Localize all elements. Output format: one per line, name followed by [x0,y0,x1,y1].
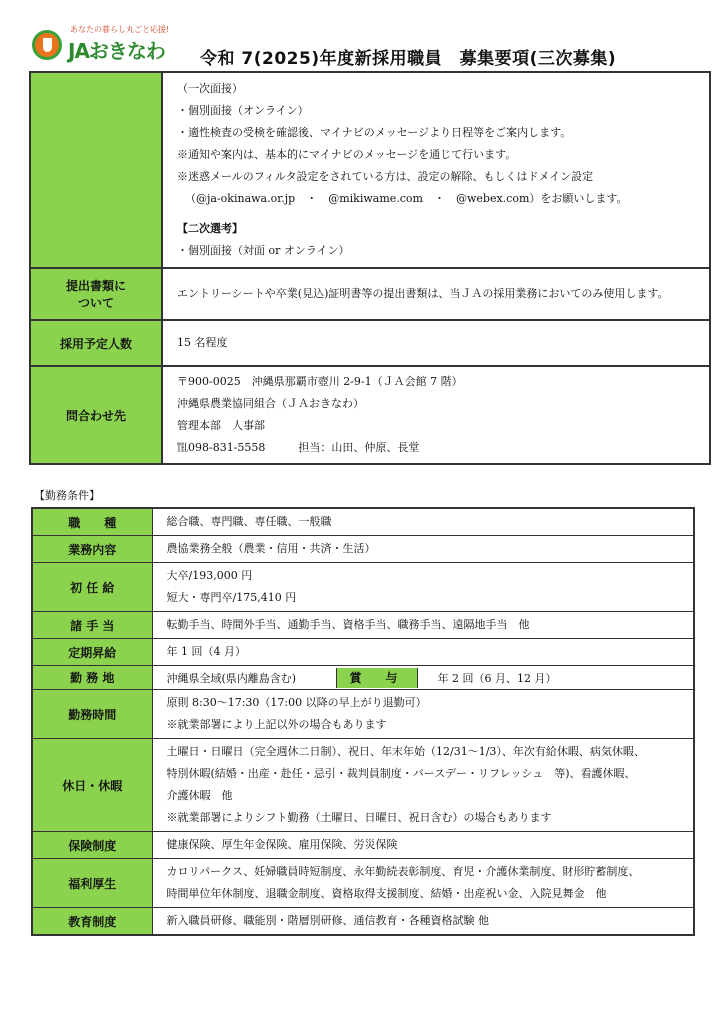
selection-line: （一次面接） [177,82,243,95]
conditions-heading: 【勤務条件】 [34,489,100,502]
salary-label: 初 任 給 [32,563,152,612]
hours-label: 勤務時間 [32,690,152,739]
welfare-row [32,859,694,908]
bonus-value: 年 2 回（6 月、12 月） [437,671,557,685]
documents-label-line: ついて [77,296,114,310]
location-row [32,666,694,690]
allowances-label: 諸 手 当 [32,612,152,639]
selection-line: ※迷惑メールのフィルタ設定をされている方は、設定の解除、もしくはドメイン設定 [177,170,594,183]
contact-line: 〒900-0025 沖縄県那覇市壺川 2-9-1（ＪＡ会館 7 階） [177,375,463,388]
location-value: 沖縄県全域(県内離島含む) [153,668,337,688]
raise-label: 定期昇給 [32,639,152,666]
planned-hires-label: 採用予定人数 [30,320,162,366]
second-selection-line: ・個別面接（対面 or オンライン） [177,244,350,257]
duties-label: 業務内容 [32,536,152,563]
spacer [177,210,695,218]
contact-line: ℡098-831-5558 担当：山田、仲原、長堂 [177,441,420,454]
job-type-row [32,508,694,536]
insurance-value: 健康保険、厚生年金保険、雇用保険、労災保険 [152,832,694,859]
hours-row [32,690,694,739]
welfare-value [152,859,694,908]
contact-label: 問合わせ先 [30,366,162,464]
salary-line: 大卒/193,000 円 [166,569,253,582]
selection-label-cell [30,72,162,268]
location-bonus-cell [152,666,694,690]
logo-tagline: あなたの暮らし丸ごと応援! [70,25,170,34]
contact-row [30,366,710,464]
salary-value [152,563,694,612]
documents-label-line: 提出書類に [65,279,126,293]
allowances-value: 転勤手当、時間外手当、通勤手当、資格手当、職務手当、遠隔地手当 他 [152,612,694,639]
training-label: 教育制度 [32,908,152,936]
selection-line: ・適性検査の受検を確認後、マイナビのメッセージより日程等をご案内します。 [177,126,572,139]
holidays-row [32,739,694,832]
selection-line: （@ja-okinawa.or.jp ・ @mikiwame.com ・ @webex.com）をお願いします。 [185,192,628,205]
holidays-label: 休日・休暇 [32,739,152,832]
training-row [32,908,694,936]
ja-logo-mark-icon [32,30,62,60]
insurance-label: 保険制度 [32,832,152,859]
document-title: 令和 7(2025)年度新採用職員 募集要項(三次募集) [200,49,617,69]
welfare-line: カロリパークス、妊婦職員時短制度、永年勤続表彰制度、育児・介護休業制度、財形貯蓄制度、 [166,865,640,878]
planned-hires-value: 15 名程度 [162,320,710,366]
hours-line: 原則 8:30～17:30（17:00 以降の早上がり退勤可） [166,696,427,709]
selection-row [30,72,710,268]
job-type-value: 総合職、専門職、専任職、一般職 [152,508,694,536]
bonus-label: 賞 与 [337,668,418,688]
holidays-line: ※就業部署によりシフト勤務（土曜日、日曜日、祝日含む）の場合もあります [166,811,552,824]
documents-value: エントリーシートや卒業(見込)証明書等の提出書類は、当ＪＡの採用業務においてのみ使用します。 [162,268,710,320]
holidays-line: 土曜日・日曜日（完全週休二日制）、祝日、年末年始（12/31～1/3）、年次有給休暇、病気休暇、 [166,745,645,758]
training-value: 新入職員研修、職能別・階層別研修、通信教育・各種資格試験 他 [152,908,694,936]
allowances-row [32,612,694,639]
hours-line: ※就業部署により上記以外の場合もあります [166,718,387,731]
recruitment-info-table [29,71,711,465]
raise-row [32,639,694,666]
documents-label [30,268,162,320]
contact-line: 沖縄県農業協同組合（ＪＡおきなわ） [177,397,364,410]
insurance-row [32,832,694,859]
ja-okinawa-logo [30,24,190,64]
salary-line: 短大・専門卒/175,410 円 [166,591,297,604]
logo-name: JAおきなわ [68,39,165,63]
duties-row [32,536,694,563]
holidays-line: 特別休暇(結婚・出産・赴任・忌引・裁判員制度・バースデー・リフレッシュ 等)、看護休暇、 [166,767,636,780]
job-type-label: 職 種 [32,508,152,536]
documents-row [30,268,710,320]
holidays-value [152,739,694,832]
duties-value: 農協業務全般（農業・信用・共済・生活） [152,536,694,563]
welfare-line: 時間単位年休制度、退職金制度、資格取得支援制度、結婚・出産祝い金、入院見舞金 他 [166,887,607,900]
selection-line: ※通知や案内は、基本的にマイナビのメッセージを通じて行います。 [177,148,517,161]
holidays-line: 介護休暇 他 [166,789,233,802]
page-header [0,0,724,70]
second-selection-heading: 【二次選考】 [177,222,243,235]
salary-row [32,563,694,612]
working-conditions-table [31,507,695,936]
contact-line: 管理本部 人事部 [177,419,265,432]
planned-hires-row [30,320,710,366]
location-label: 勤 務 地 [32,666,152,690]
welfare-label: 福利厚生 [32,859,152,908]
selection-value-cell [162,72,710,268]
hours-value [152,690,694,739]
location-bonus-pair [153,668,694,688]
selection-line: ・個別面接（オンライン） [177,104,309,117]
contact-value [162,366,710,464]
raise-value: 年 1 回（4 月） [152,639,694,666]
